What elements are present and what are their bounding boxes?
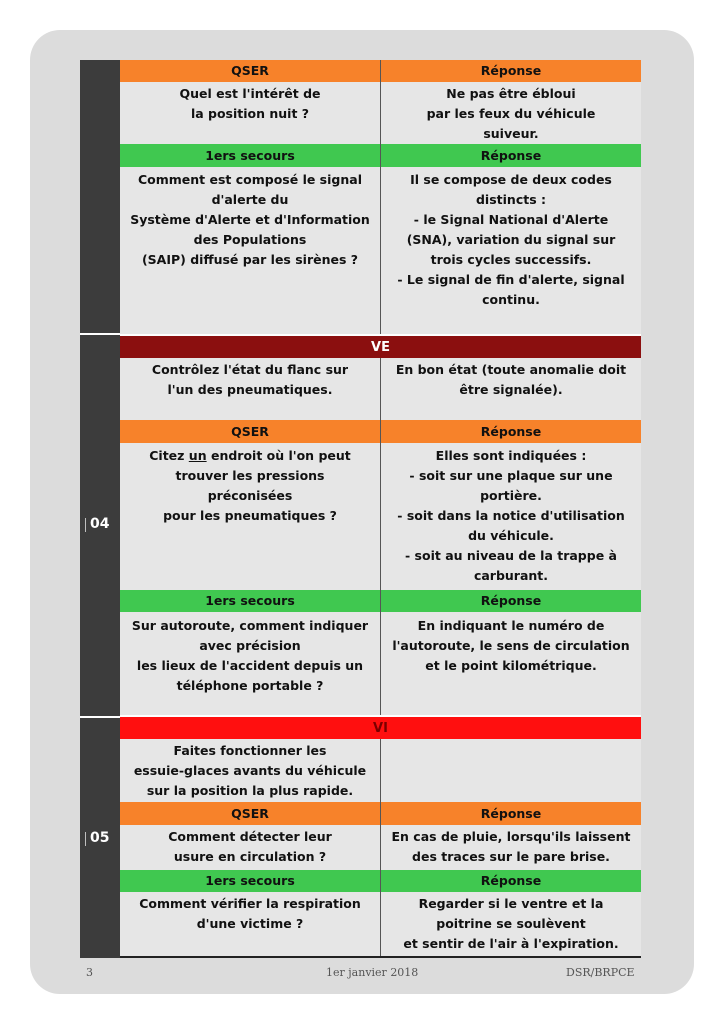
first-aid-question: Sur autoroute, comment indiquer avec précision les lieux de l'accident depuis un téléphone portable ?: [120, 612, 380, 715]
response-header: Réponse: [380, 802, 641, 825]
first-aid-header: 1ers secours: [120, 870, 380, 892]
response-header: Réponse: [380, 60, 641, 82]
vi-row: [120, 739, 641, 802]
qser-question: [120, 443, 380, 590]
footer-org: DSR/BRPCE: [566, 966, 635, 979]
first-aid-row: [120, 892, 641, 956]
first-aid-header: 1ers secours: [120, 144, 380, 167]
qser-question-underlined: un: [188, 448, 207, 463]
qser-question-end: endroit où l'on peut trouver les pressions préconisées pour les pneumatiques ?: [163, 448, 351, 523]
qser-answer: Elles sont indiquées : - soit sur une plaque sur une portière. - soit dans la notice d'utilisation du véhicule. - soit au niveau de la trappe à carburant.: [380, 443, 641, 590]
qser-question-start: Citez: [149, 448, 189, 463]
vi-instruction: Faites fonctionner les essuie-glaces avants du véhicule sur la position la plus rapide.: [120, 739, 380, 802]
ve-header: VE: [120, 336, 641, 358]
ve-answer: En bon état (toute anomalie doit être signalée).: [380, 358, 641, 420]
sidebar-divider: [80, 333, 120, 335]
first-aid-answer: Regarder si le ventre et la poitrine se soulèvent et sentir de l'air à l'expiration.: [380, 892, 641, 956]
first-aid-row: [120, 612, 641, 715]
ve-instruction: Contrôlez l'état du flanc sur l'un des pneumatiques.: [120, 358, 380, 420]
first-aid-answer: Il se compose de deux codes distincts : - le Signal National d'Alerte (SNA), variation du signal sur trois cycles successifs. - Le signal de fin d'alerte, signal continu.: [380, 167, 641, 334]
questions-table: [120, 60, 641, 958]
response-header: Réponse: [380, 420, 641, 443]
response-header: Réponse: [380, 870, 641, 892]
qser-question: Quel est l'intérêt de la position nuit ?: [120, 82, 380, 144]
qser-row: [120, 443, 641, 590]
footer-date: 1er janvier 2018: [326, 966, 419, 979]
sidebar-divider: [80, 716, 120, 718]
sidebar-tick: [85, 832, 86, 846]
qser-answer: Ne pas être ébloui par les feux du véhicule suiveur.: [380, 82, 641, 144]
vi-header-row: [120, 717, 641, 739]
qser-header: QSER: [120, 802, 380, 825]
section-number-05: 05: [90, 830, 110, 846]
qser-header: QSER: [120, 420, 380, 443]
qser-header-row: [120, 420, 641, 443]
qser-answer: En cas de pluie, lorsqu'ils laissent des traces sur le pare brise.: [380, 825, 641, 870]
qser-row: [120, 82, 641, 144]
first-aid-header-row: [120, 870, 641, 892]
page-number: 3: [86, 966, 93, 979]
ve-row: [120, 358, 641, 420]
first-aid-answer: En indiquant le numéro de l'autoroute, le sens de circulation et le point kilométrique.: [380, 612, 641, 715]
qser-row: [120, 825, 641, 870]
section-number-04: 04: [90, 516, 110, 532]
first-aid-question: Comment est composé le signal d'alerte du Système d'Alerte et d'Information des Populations (SAIP) diffusé par les sirènes ?: [120, 167, 380, 334]
qser-header: QSER: [120, 60, 380, 82]
vi-header: VI: [120, 717, 641, 739]
qser-header-row: [120, 802, 641, 825]
response-header: Réponse: [380, 144, 641, 167]
vi-answer-empty: [380, 739, 641, 802]
qser-header-row: [120, 60, 641, 82]
first-aid-row: [120, 167, 641, 334]
response-header: Réponse: [380, 590, 641, 612]
first-aid-header-row: [120, 590, 641, 612]
ve-header-row: [120, 336, 641, 358]
qser-question: Comment détecter leur usure en circulation ?: [120, 825, 380, 870]
first-aid-header-row: [120, 144, 641, 167]
section-sidebar: [80, 60, 120, 958]
sidebar-tick: [85, 518, 86, 532]
first-aid-header: 1ers secours: [120, 590, 380, 612]
first-aid-question: Comment vérifier la respiration d'une victime ?: [120, 892, 380, 956]
